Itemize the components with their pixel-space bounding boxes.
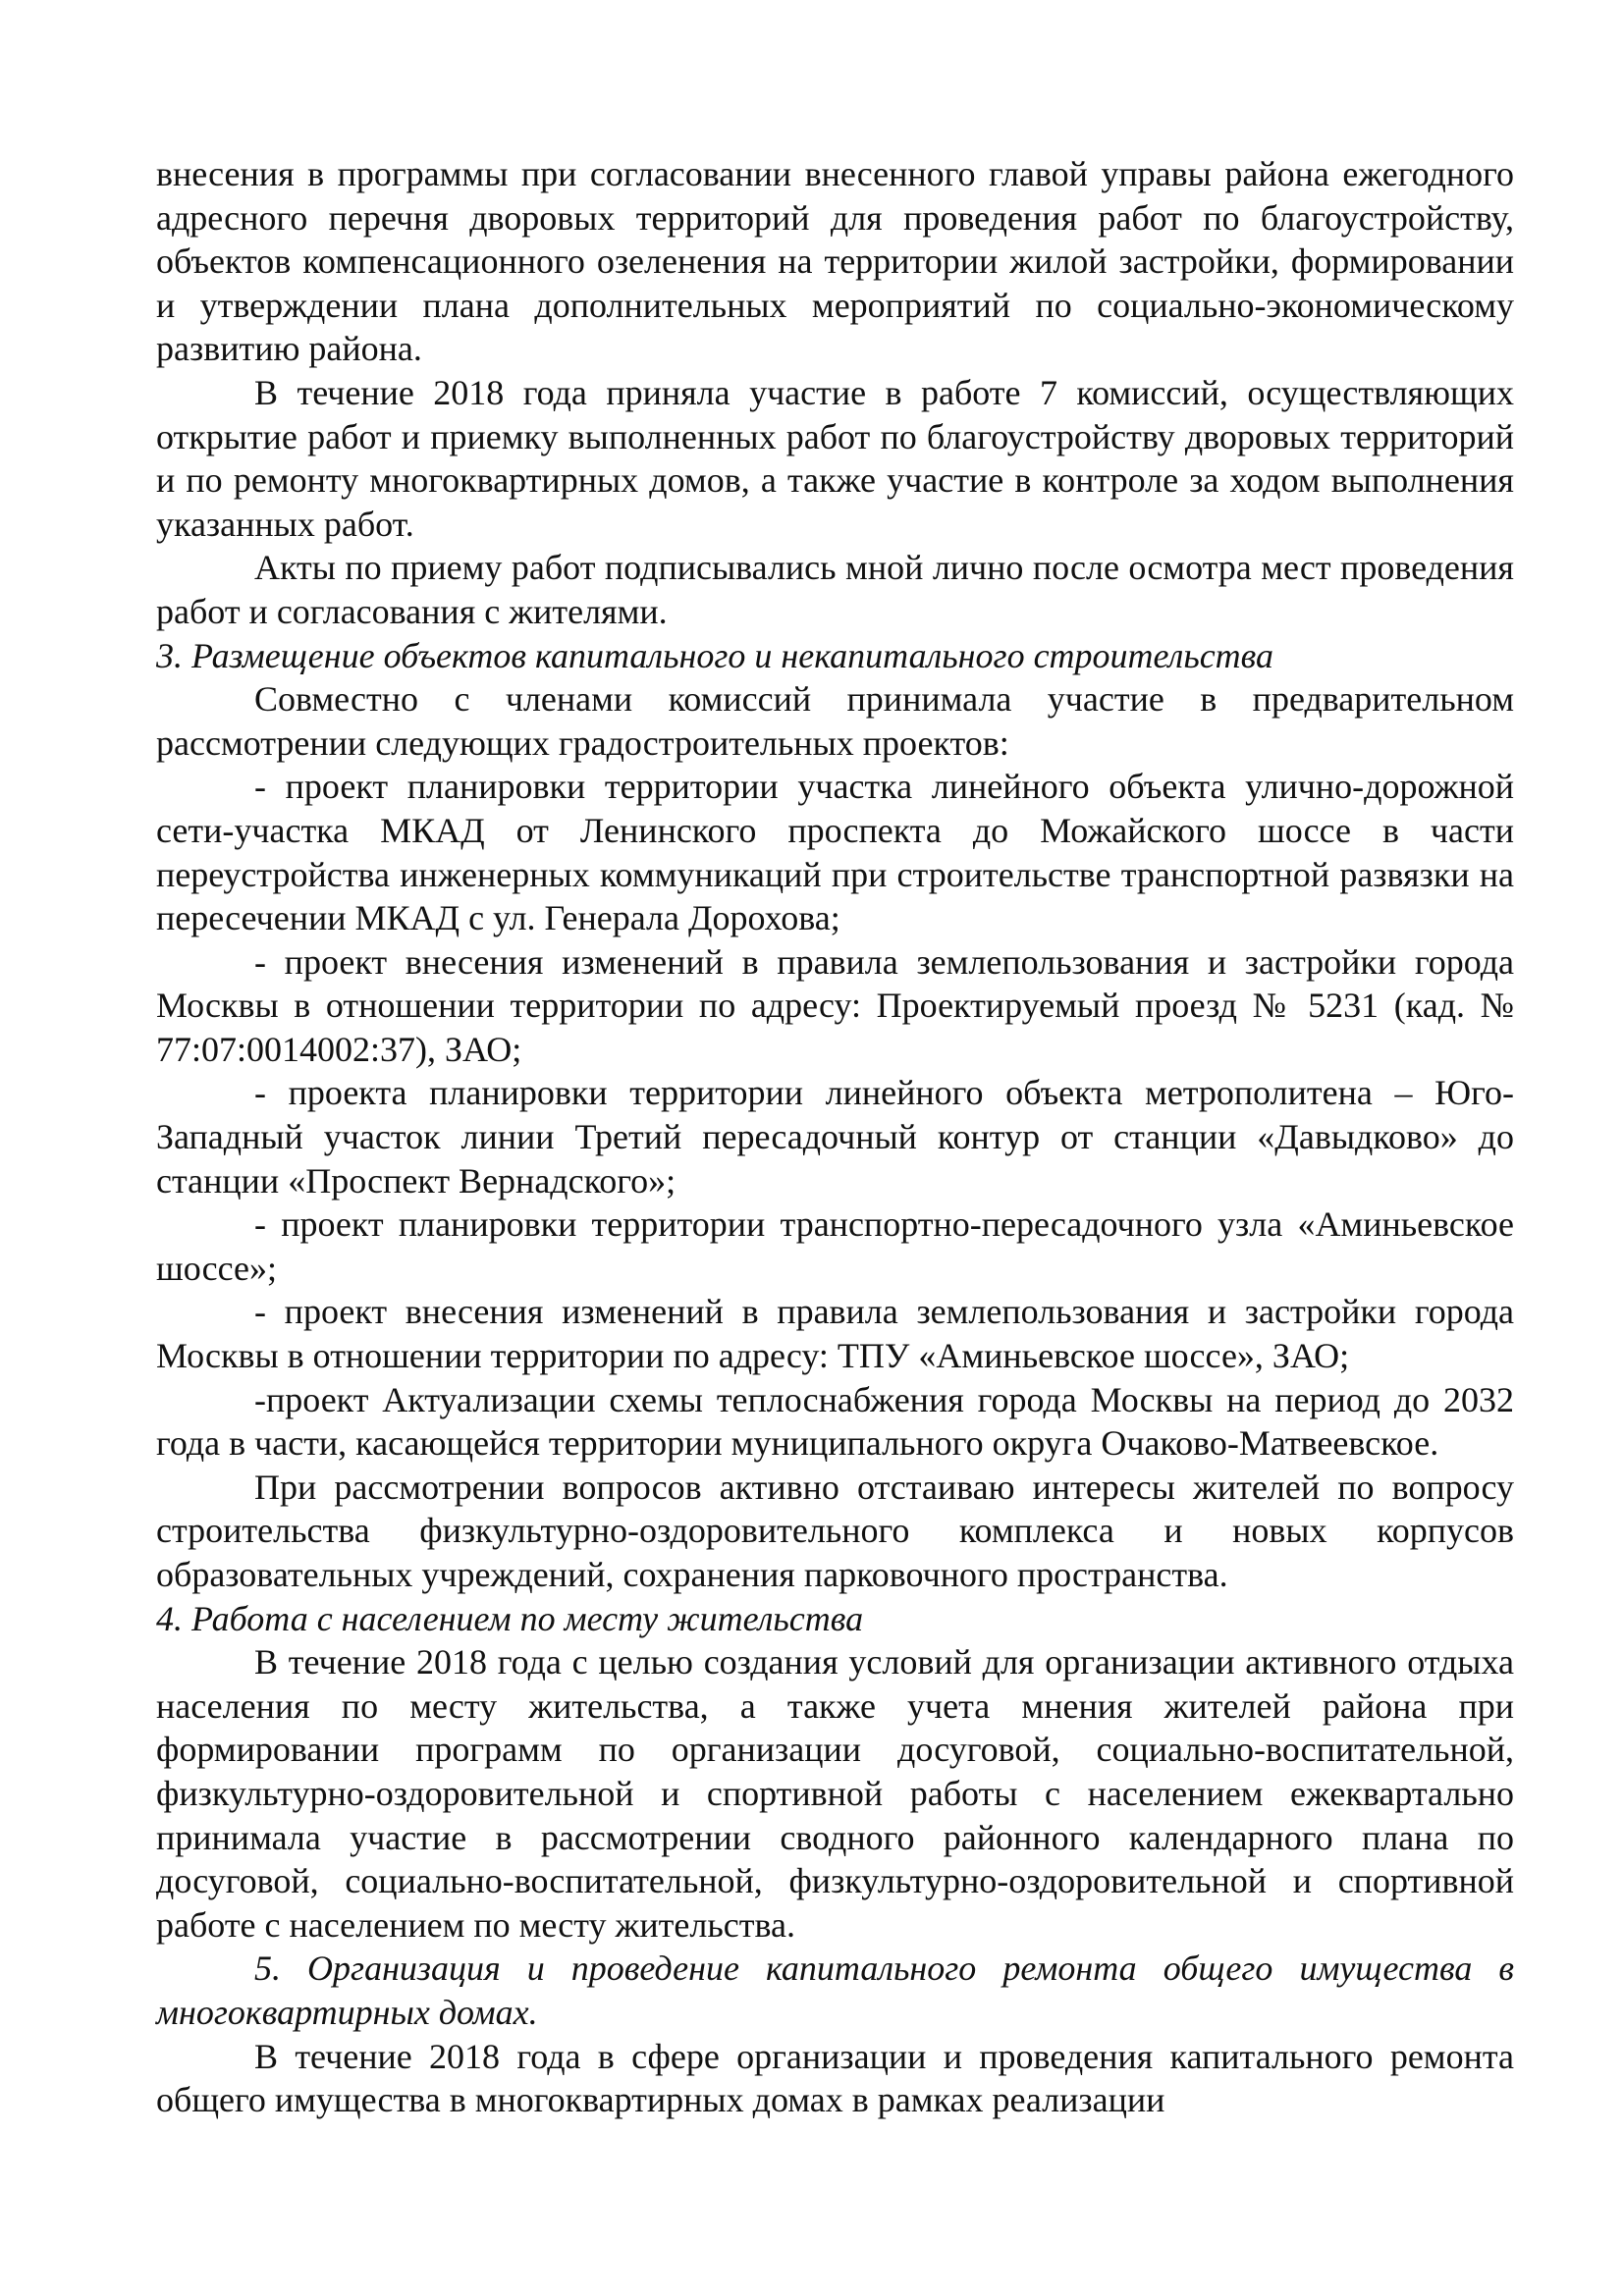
paragraph-capital-repair: В течение 2018 года в сфере организации и проведения капитального ремонта общего имущества в многоквартирных домах в рамках реализации — [156, 2036, 1514, 2120]
list-item-project-tpu-rules: - проект внесения изменений в правила землепользования и застройки города Москвы в отношении территории по адресу: ТПУ «Аминьевское шоссе», ЗАО; — [156, 1292, 1514, 1376]
list-item-project-5231: - проект внесения изменений в правила землепользования и застройки города Москвы в отношении территории по адресу: Проектируемый проезд № 5231 (кад. № 77:07:0014002:37), ЗАО; — [156, 941, 1514, 1069]
paragraph-acts: Акты по приему работ подписывались мной лично после осмотра мест проведения работ и согласования с жителями. — [156, 548, 1514, 631]
list-item-project-tpu: - проект планировки территории транспортно-пересадочного узла «Аминьевское шоссе»; — [156, 1204, 1514, 1288]
list-item-project-heating: -проект Актуализации схемы теплоснабжения города Москвы на период до 2032 года в части, касающейся территории муниципального округа Очаково-Матвеевское. — [156, 1379, 1514, 1464]
list-item-project-mkad: - проект планировки территории участка линейного объекта улично-дорожной сети-участка МКАД от Ленинского проспекта до Можайского шоссе в части переустройства инженерных коммуникаций при строительстве транспортной развязки на пересечении МКАД с ул. Генерала Дорохова; — [156, 767, 1514, 938]
paragraph-intro-continuation: внесения в программы при согласовании внесенного главой управы района ежегодного адресного перечня дворовых территорий для проведения работ по благоустройству, объектов компенсационного озеленения на территории жилой застройки, формировании и утверждении плана дополнительных мероприятий по социально-экономическому развитию района. — [156, 154, 1514, 369]
list-item-project-metro: - проекта планировки территории линейного объекта метрополитена – Юго-Западный участок линии Третий пересадочный контур от станции «Давыдково» до станции «Проспект Вернадского»; — [156, 1073, 1514, 1201]
paragraph-leisure: В течение 2018 года с целью создания условий для организации активного отдыха населения по месту жительства, а также учета мнения жителей района при формировании программ по организации досуговой, социально-воспитательной, физкультурно-оздоровительной и спортивной работы с населением ежеквартально принимала участие в рассмотрении сводного районного календарного плана по досуговой, социально-воспитательной, физкультурно-оздоровительной и спортивной работе с населением по месту жительства. — [156, 1642, 1514, 1945]
paragraph-residents-interests: При рассмотрении вопросов активно отстаиваю интересы жителей по вопросу строительства физкультурно-оздоровительного комплекса и новых корпусов образовательных учреждений, сохранения парковочного пространства. — [156, 1467, 1514, 1594]
paragraph-commissions: В течение 2018 года приняла участие в работе 7 комиссий, осуществляющих открытие работ и приемку выполненных работ по благоустройству дворовых территорий и по ремонту многоквартирных домов, а также участие в контроле за ходом выполнения указанных работ. — [156, 372, 1514, 544]
paragraph-projects-intro: Совместно с членами комиссий принимала участие в предварительном рассмотрении следующих градостроительных проектов: — [156, 679, 1514, 763]
section-heading-3: 3. Размещение объектов капитального и некапитального строительства — [156, 635, 1274, 675]
section-heading-4: 4. Работа с населением по месту жительства — [156, 1598, 864, 1638]
section-heading-5: 5. Организация и проведение капитального ремонта общего имущества в многоквартирных домах. — [156, 1949, 1514, 2032]
